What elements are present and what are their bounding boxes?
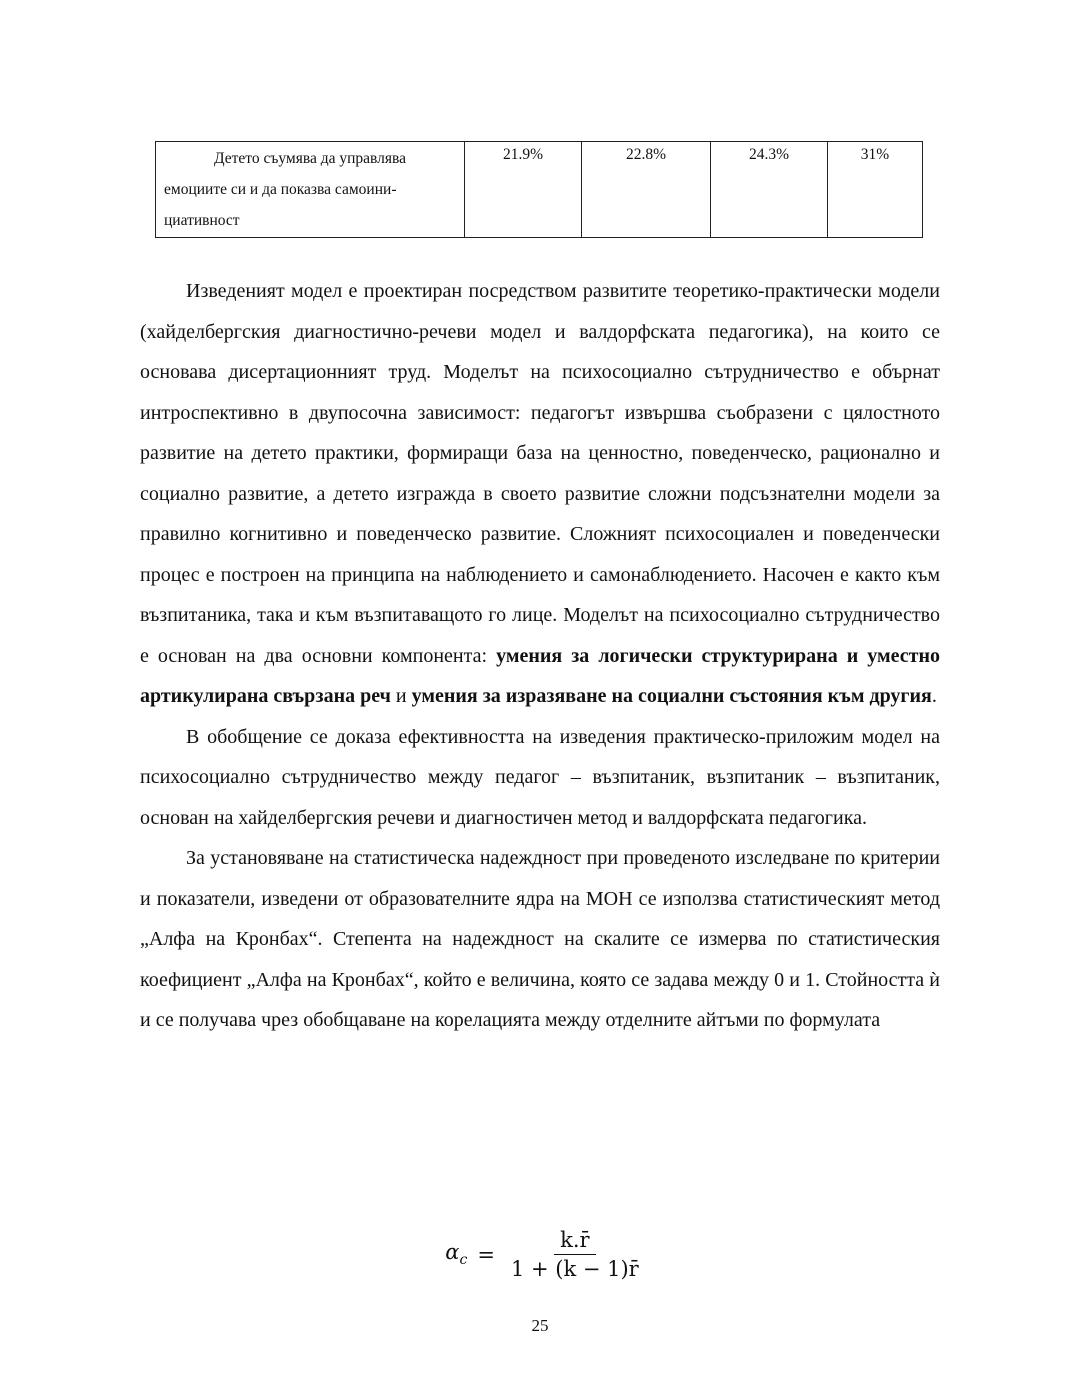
formula-denominator: 1 + (k − 1)r̄ bbox=[510, 1257, 639, 1281]
formula-numerator: k.r̄ bbox=[554, 1228, 595, 1255]
bold-phrase: умения за логически структурирана и уместно артикулирана свързана реч bbox=[140, 644, 941, 707]
row-label-line: циативност bbox=[164, 212, 240, 229]
table-row bbox=[156, 142, 923, 238]
paragraph-text: Изведеният модел е проектиран посредством развитите теоретико-практически модели (хайделбергския диагностично-речеви модел и валдорфската педагогика), на които се основава дисертационният труд. Моделът на психосоциално сътрудничество е обърнат интроспективно в двупосочна зависимост: педагогът извършва съобразени с цялостното развитие на детето практики, формиращи база на ценностно, поведенческо, рационално и социално развитие, а детето изгражда в своето развитие сложни подсъзнателни модели за правилно когнитивно и поведенческо развитие. Сложният психосоциален и поведенчески процес е построен на принципа на наблюдението и самонаблюдението. Насочен е както към възпитаника, така и към възпитаващото го лице. Моделът на психосоциално сътрудничество е основан на два основни компонента: bbox=[140, 280, 940, 667]
value-cell: 21.9% bbox=[465, 142, 582, 238]
paragraph-text: и bbox=[390, 685, 412, 707]
cronbach-formula bbox=[0, 1228, 1080, 1281]
bold-phrase: умения за изразяване на социални състояния към другия bbox=[411, 685, 932, 707]
paragraph-summary: В обобщение се доказа ефективността на изведения практическо-приложим модел на психосоциално сътрудничество между педагог – възпитаник, възпитаник – възпитаник, основан на хайделбергския речеви и диагностичен метод и валдорфската педагогика. bbox=[140, 725, 940, 829]
row-label-cell bbox=[156, 142, 465, 238]
paragraph-model bbox=[140, 271, 940, 717]
row-label-line: Детето съумява да управлява bbox=[214, 150, 407, 167]
paragraph-cronbach: За установяване на статистическа надеждност при проведеното изследване по критерии и показатели, изведени от образователните ядра на МОН се използва статистическият метод „Алфа на Кронбах“. Степента на надеждност на скалите се измерва по статистическия коефициент „Алфа на Кронбах“, който е величина, която се задава между 0 и 1. Стойността ѝ и се получава чрез обобщаване на корелацията между отделните айтъми по формулата bbox=[140, 847, 940, 1031]
row-label-line: емоциите си и да показва самоини- bbox=[164, 181, 397, 198]
formula-fraction bbox=[505, 1228, 645, 1281]
results-table bbox=[155, 141, 923, 238]
formula-equals: = bbox=[477, 1242, 495, 1267]
value-cell: 31% bbox=[828, 142, 923, 238]
page-number: 25 bbox=[531, 1316, 549, 1335]
body-text bbox=[140, 271, 940, 1041]
formula-lhs: $\alpha_c$ bbox=[445, 1240, 468, 1269]
value-cell: 22.8% bbox=[582, 142, 711, 238]
paragraph-text: . bbox=[931, 685, 937, 707]
value-cell: 24.3% bbox=[711, 142, 828, 238]
